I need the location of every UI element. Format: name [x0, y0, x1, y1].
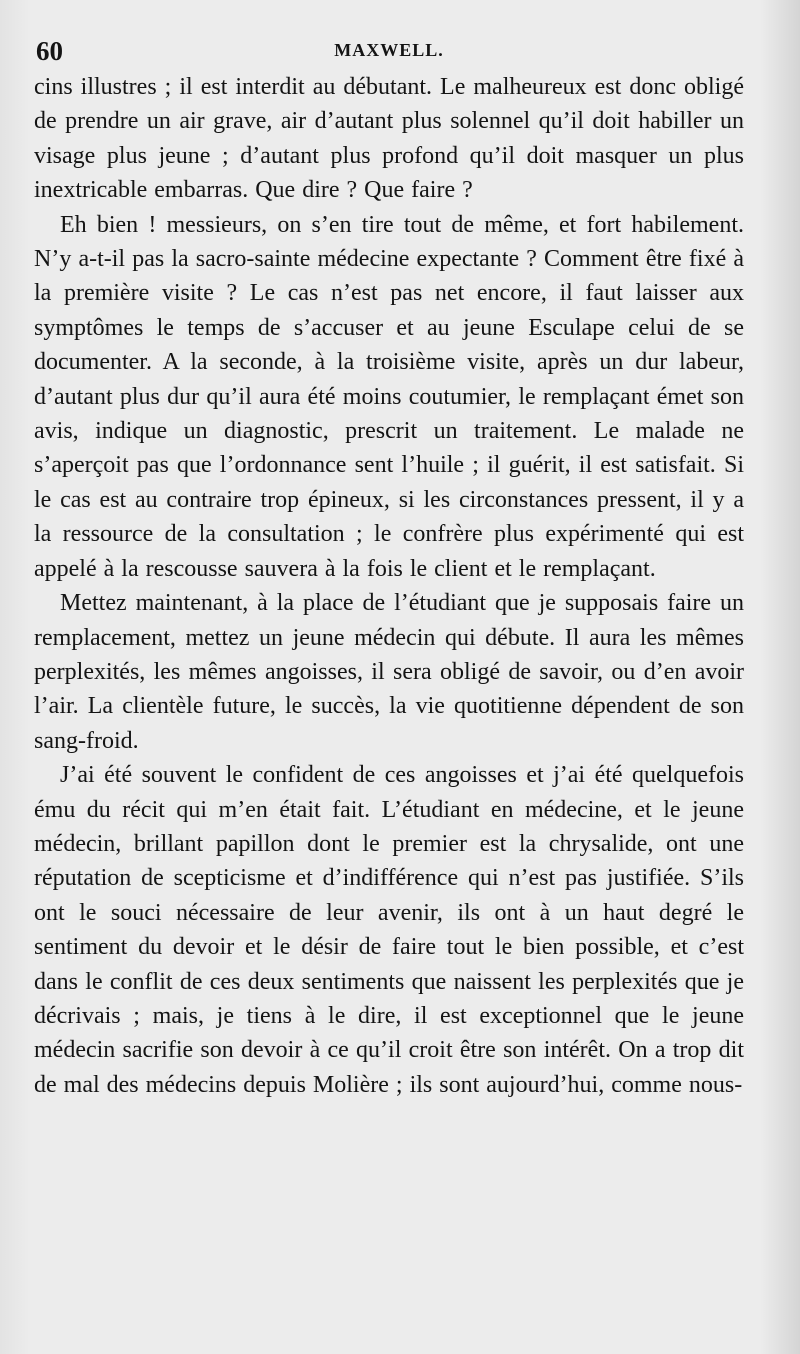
- paragraph-confident: J’ai été souvent le confident de ces angoisses et j’ai été quelquefois ému du récit qui m’en était fait. L’étudiant en médecine, et le jeune médecin, brillant papillon dont le premier est la chrysalide, ont une réputation de scepticisme et d’indifférence qui n’est pas justifiée. S’ils ont le souci nécessaire de leur avenir, ils ont à un haut degré le sentiment du devoir et le désir de faire tout le bien possible, et c’est dans le conflit de ces deux sentiments que naissent les perplexités que je décrivais ; mais, je tiens à le dire, il est exceptionnel que le jeune médecin sacrifie son devoir à ce qu’il croit être son intérêt. On a trop dit de mal des médecins depuis Molière ; ils sont aujourd’hui, comme nous-: [34, 762, 744, 1098]
- paragraph-continuation: cins illustres ; il est interdit au débutant. Le malheureux est donc obligé de prendre un air grave, air d’autant plus solennel qu’il doit habiller un visage plus jeune ; d’autant plus profond qu’il doit masquer un plus inextricable embarras. Que dire ? Que faire ?: [34, 74, 744, 204]
- paragraph-eh-bien: Eh bien ! messieurs, on s’en tire tout de même, et fort habilement. N’y a-t-il pas la sacro-sainte médecine expectante ? Comment être fixé à la première visite ? Le cas n’est pas net encore, il faut laisser aux symptômes le temps de s’accuser et au jeune Esculape celui de se documenter. A la seconde, à la troisième visite, après un dur labeur, d’autant plus dur qu’il aura été moins coutumier, le remplaçant émet son avis, indique un diagnostic, prescrit un traitement. Le malade ne s’aperçoit pas que l’ordonnance sent l’huile ; il guérit, il est satisfait. Si le cas est au contraire trop épineux, si les circonstances pressent, il y a la ressource de la consultation ; le confrère plus expérimenté qui est appelé à la rescousse sauvera à la fois le client et le remplaçant.: [34, 211, 744, 582]
- running-head: MAXWELL.: [334, 40, 444, 60]
- page-number: 60: [36, 36, 63, 66]
- paragraph-mettez-maintenant: Mettez maintenant, à la place de l’étudiant que je supposais faire un remplacement, mettez un jeune médecin qui débute. Il aura les mêmes perplexités, les mêmes angoisses, il sera obligé de savoir, ou d’en avoir l’air. La clientèle future, le succès, la vie quotitienne dépendent de son sang-froid.: [34, 590, 744, 754]
- page-header: [34, 30, 744, 70]
- body-text: [34, 70, 744, 1102]
